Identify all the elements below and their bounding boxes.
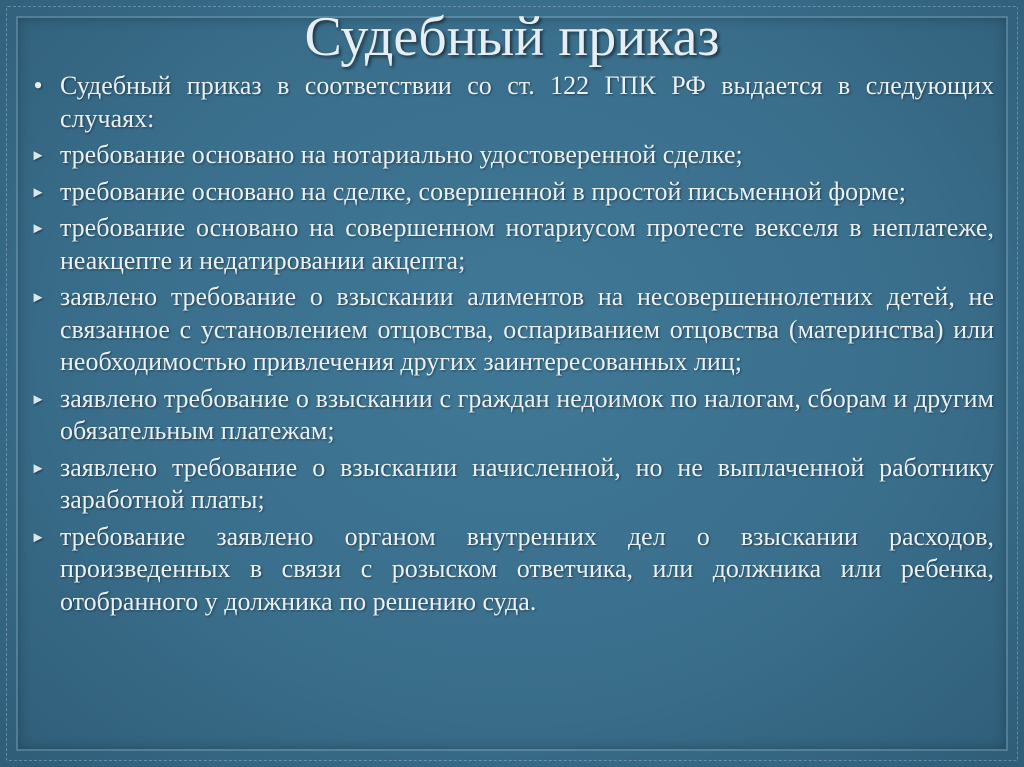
list-item [26,139,994,172]
list-item [26,521,994,619]
bullet-triangle-icon: ► [30,391,46,408]
list-item-text: требование основано на сделке, совершенной в простой письменной форме; [60,176,906,206]
list-item-text: заявлено требование о взыскании начисленной, но не выплаченной работнику заработной платы; [60,452,994,514]
list-item [26,70,994,135]
list-item [26,176,994,209]
bullet-list [26,70,994,622]
list-item-text: заявлено требование о взыскании алиментов на несовершеннолетних детей, не связанное с установлением отцовства, оспариванием отцовства (материнства) или необходимостью привлечения других заинтересованных лиц; [60,282,994,376]
list-item [26,281,994,379]
bullet-triangle-icon: ► [30,460,46,477]
list-item [26,452,994,517]
list-item-text: требование основано на нотариально удостоверенной сделке; [60,140,743,169]
bullet-triangle-icon: ► [30,529,46,546]
bullet-triangle-icon: ► [30,221,46,237]
slide-title: Судебный приказ [304,6,720,68]
bullet-triangle-icon: ► [30,148,46,164]
bullet-dot-icon: • [33,71,43,100]
bullet-triangle-icon: ► [30,184,46,201]
list-item-text: требование основано на совершенном нотариусом протесте векселя в неплатеже, неакцепте и недатировании акцепта; [60,213,994,275]
list-item [26,212,994,277]
list-item-text: требование заявлено органом внутренних дел о взыскании расходов, произведенных в связи с розыском ответчика, или должника или ребенка, отобранного у должника по решению суда. [60,521,994,616]
list-item [26,383,994,448]
list-item-text: Судебный приказ в соответствии со ст. 122 ГПК РФ выдается в следующих случаях: [60,71,994,133]
list-item-text: заявлено требование о взыскании с граждан недоимок по налогам, сборам и другим обязательным платежам; [60,383,994,445]
bullet-triangle-icon: ► [30,290,46,306]
